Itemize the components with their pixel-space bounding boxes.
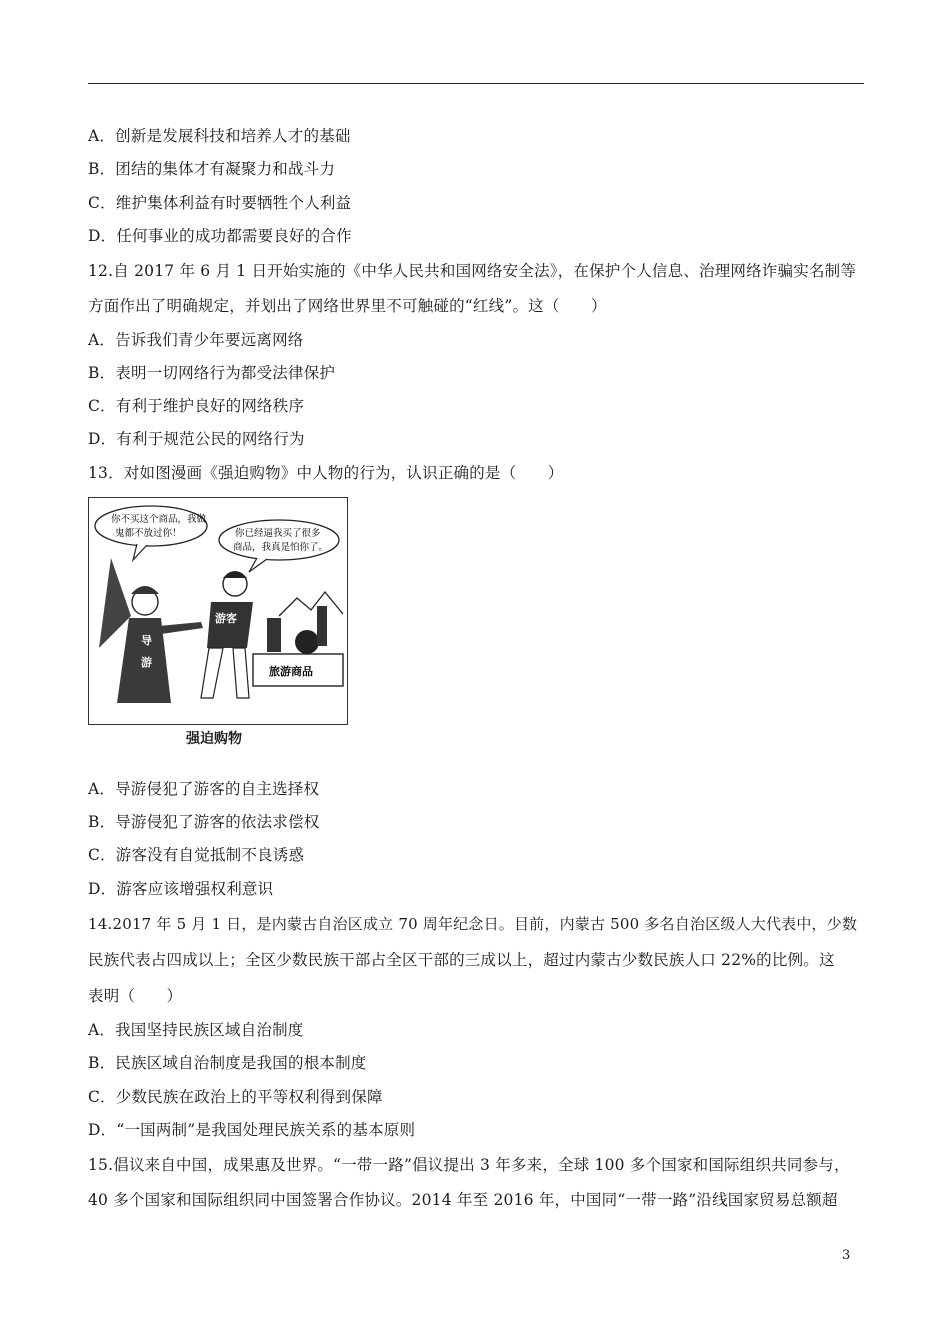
q12-stem-line1: 12.自 2017 年 6 月 1 日开始实施的《中华人民共和国网络安全法》，在保护个人信息、治理网络诈骗实名制等 xyxy=(88,262,857,280)
bubble-right-line1: 你已经逼我买了很多 xyxy=(235,528,321,539)
cartoon-caption: 强迫购物 xyxy=(186,731,242,747)
q13-option-c: C．游客没有自觉抵制不良诱惑 xyxy=(88,846,305,864)
tourist-body xyxy=(207,602,253,648)
goods-label: 旅游商品 xyxy=(269,665,313,678)
q13-option-b: B．导游侵犯了游客的依法求偿权 xyxy=(88,813,320,831)
guide-label-2: 游 xyxy=(141,656,152,669)
q12-option-c: C．有利于维护良好的网络秩序 xyxy=(88,397,305,415)
q11-option-b: B．团结的集体才有凝聚力和战斗力 xyxy=(88,160,336,178)
q14-stem-line2: 民族代表占四成以上；全区少数民族干部占全区干部的三成以上，超过内蒙古少数民族人口 22%的比例。这 xyxy=(88,951,835,969)
q12-option-b: B．表明一切网络行为都受法律保护 xyxy=(88,364,336,382)
cartoon-drawing xyxy=(89,498,347,724)
bubble-right-line2: 商品，我真是怕你了。 xyxy=(233,542,329,553)
q11-option-a: A．创新是发展科技和培养人才的基础 xyxy=(88,127,351,145)
flag-shape xyxy=(99,558,131,648)
bubble-left-line2: 鬼都不放过你！ xyxy=(115,528,182,539)
q12-stem-line2: 方面作出了明确规定，并划出了网络世界里不可触碰的“红线”。这（ ） xyxy=(88,297,607,315)
header-rule xyxy=(88,83,864,84)
page-number: 3 xyxy=(842,1248,851,1263)
guide-label-1: 导 xyxy=(141,634,152,647)
q13-stem: 13．对如图漫画《强迫购物》中人物的行为，认识正确的是（ ） xyxy=(88,464,564,482)
q14-stem-line3: 表明（ ） xyxy=(88,987,183,1005)
q14-option-b: B．民族区域自治制度是我国的根本制度 xyxy=(88,1054,367,1072)
speech-bubble-right xyxy=(219,520,339,560)
q15-stem-line2: 40 多个国家和国际组织同中国签署合作协议。2014 年至 2016 年，中国同“一带一路”沿线国家贸易总额超 xyxy=(88,1191,838,1209)
speech-bubble-left xyxy=(95,506,207,546)
q15-stem-line1: 15.倡议来自中国，成果惠及世界。“一带一路”倡议提出 3 年多来，全球 100 多个国家和国际组织共同参与， xyxy=(88,1156,850,1174)
q14-option-c: C．少数民族在政治上的平等权利得到保障 xyxy=(88,1088,383,1106)
cartoon-image xyxy=(88,497,348,725)
q12-option-a: A．告诉我们青少年要远离网络 xyxy=(88,331,304,349)
q14-stem-line1: 14.2017 年 5 月 1 日，是内蒙古自治区成立 70 周年纪念日。目前，内蒙古 500 多名自治区级人大代表中，少数 xyxy=(88,915,858,933)
tourist-label: 游客 xyxy=(215,612,237,625)
q11-option-d: D．任何事业的成功都需要良好的合作 xyxy=(88,227,352,245)
q11-option-c: C．维护集体利益有时要牺牲个人利益 xyxy=(88,194,352,212)
mountains xyxy=(279,592,343,616)
q14-option-a: A．我国坚持民族区域自治制度 xyxy=(88,1021,304,1039)
goods-item-1 xyxy=(267,618,281,652)
q12-option-d: D．有利于规范公民的网络行为 xyxy=(88,430,305,448)
goods-item-2 xyxy=(295,630,319,654)
q13-option-a: A．导游侵犯了游客的自主选择权 xyxy=(88,780,320,798)
bubble-left-line1: 你不买这个商品，我做 xyxy=(111,514,207,525)
goods-item-3 xyxy=(317,606,327,646)
q13-option-d: D．游客应该增强权利意识 xyxy=(88,880,274,898)
q14-option-d: D．“一国两制”是我国处理民族关系的基本原则 xyxy=(88,1121,416,1139)
